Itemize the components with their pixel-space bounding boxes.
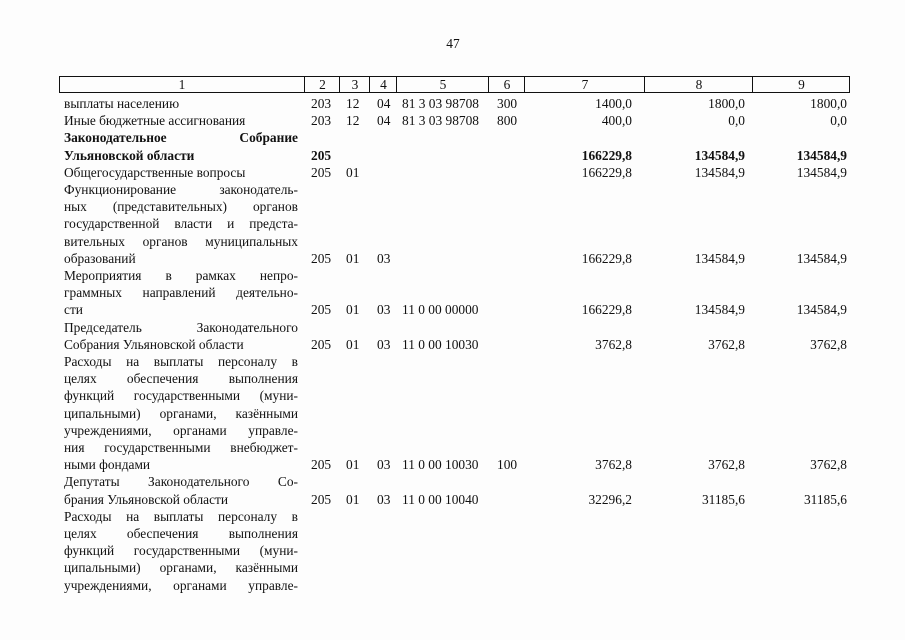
row-label: Мероприятия в рамках непро- xyxy=(64,268,298,283)
cell-c4: 03 xyxy=(377,491,391,507)
header-cell: 4 xyxy=(369,77,397,92)
cell-v8: 134584,9 xyxy=(694,164,745,180)
cell-v8: 3762,8 xyxy=(708,457,745,473)
cell-c4: 04 xyxy=(377,113,391,129)
cell-v8: 3762,8 xyxy=(708,336,745,352)
cell-c2: 205 xyxy=(311,457,332,473)
cell-v9: 31185,6 xyxy=(803,491,847,507)
cell-c2: 205 xyxy=(311,336,332,352)
cell-c4: 03 xyxy=(377,250,391,266)
cell-v9: 134584,9 xyxy=(796,250,847,266)
table-row xyxy=(0,353,905,370)
table-row xyxy=(0,456,905,473)
cell-v9: 0,0 xyxy=(830,113,847,129)
header-cell: 7 xyxy=(524,77,645,92)
row-label: Функционирование законодатель- xyxy=(64,182,298,197)
header-cell: 2 xyxy=(304,77,340,92)
cell-c2: 203 xyxy=(311,113,332,129)
header-cell: 6 xyxy=(488,77,525,92)
table-row xyxy=(0,198,905,215)
cell-v7: 3762,8 xyxy=(595,336,632,352)
table-row xyxy=(0,336,905,353)
table-header xyxy=(59,76,850,93)
cell-v8: 31185,6 xyxy=(701,491,745,507)
row-label: выплаты населению xyxy=(64,96,180,111)
table-row xyxy=(0,284,905,301)
table-row xyxy=(0,439,905,456)
table-row xyxy=(0,525,905,542)
row-label: граммных направлений деятельно- xyxy=(64,285,298,301)
cell-v8: 0,0 xyxy=(728,113,745,129)
row-label: Расходы на выплаты персоналу в xyxy=(64,508,298,524)
cell-c3: 01 xyxy=(346,302,360,318)
cell-v7: 166229,8 xyxy=(581,147,632,163)
cell-v9: 3762,8 xyxy=(810,336,847,352)
header-cell: 3 xyxy=(339,77,370,92)
cell-c2: 205 xyxy=(311,491,332,507)
row-label: Расходы на выплаты персоналу в xyxy=(64,354,298,369)
cell-v8: 1800,0 xyxy=(708,96,745,111)
row-label: функций государственными (муни- xyxy=(64,388,298,404)
table-row xyxy=(0,319,905,336)
cell-c5: 11 0 00 00000 xyxy=(402,302,479,318)
table-row xyxy=(0,181,905,198)
cell-c2: 205 xyxy=(311,164,332,180)
row-label: Иные бюджетные ассигнования xyxy=(64,113,246,129)
table-row xyxy=(0,577,905,594)
row-label: образований xyxy=(64,250,136,266)
row-label: функций государственными (муни- xyxy=(64,543,298,559)
cell-c3: 12 xyxy=(346,96,360,111)
cell-c3: 12 xyxy=(346,113,360,129)
cell-v7: 166229,8 xyxy=(581,250,632,266)
header-cell: 5 xyxy=(396,77,489,92)
cell-c2: 205 xyxy=(311,250,332,266)
page-number: 47 xyxy=(446,36,460,51)
cell-v7: 3762,8 xyxy=(595,457,632,473)
cell-v7: 400,0 xyxy=(601,113,632,129)
row-label: ными фондами xyxy=(64,457,151,473)
table-row xyxy=(0,233,905,250)
cell-v7: 166229,8 xyxy=(581,164,632,180)
cell-c4: 03 xyxy=(377,457,391,473)
cell-v7: 1400,0 xyxy=(595,96,632,111)
cell-c5: 81 3 03 98708 xyxy=(402,96,479,111)
cell-v9: 134584,9 xyxy=(796,302,847,318)
cell-c2: 205 xyxy=(311,302,332,318)
cell-v9: 134584,9 xyxy=(796,164,847,180)
row-label: государственной власти и предста- xyxy=(64,216,298,232)
row-label: Ульяновской области xyxy=(64,147,195,163)
row-label: Собрания Ульяновской области xyxy=(64,336,244,352)
cell-c2: 205 xyxy=(311,147,332,163)
cell-c3: 01 xyxy=(346,250,360,266)
table-row xyxy=(0,559,905,576)
table-row xyxy=(0,267,905,284)
cell-v9: 1800,0 xyxy=(810,96,847,111)
row-label: вительных органов муниципальных xyxy=(64,233,298,249)
table-row xyxy=(0,370,905,387)
row-label: брания Ульяновской области xyxy=(64,491,229,507)
cell-c5: 81 3 03 98708 xyxy=(402,113,479,129)
cell-c3: 01 xyxy=(346,164,360,180)
table-row xyxy=(0,112,905,129)
header-cell: 9 xyxy=(752,77,850,92)
header-cell: 8 xyxy=(644,77,753,92)
row-label: ния государственными внебюджет- xyxy=(64,440,298,455)
cell-c6: 300 xyxy=(497,96,518,111)
cell-c5: 11 0 00 10040 xyxy=(402,491,479,507)
cell-c4: 04 xyxy=(377,96,391,111)
cell-c5: 11 0 00 10030 xyxy=(402,457,479,473)
row-label: сти xyxy=(64,302,83,318)
table-row xyxy=(0,422,905,439)
cell-c4: 03 xyxy=(377,302,391,318)
row-label: целях обеспечения выполнения xyxy=(64,526,298,541)
cell-c3: 01 xyxy=(346,336,360,352)
cell-v8: 134584,9 xyxy=(694,250,745,266)
table-row xyxy=(0,473,905,490)
table-row xyxy=(0,250,905,267)
row-label: Председатель Законодательного xyxy=(64,319,298,335)
cell-c5: 11 0 00 10030 xyxy=(402,336,479,352)
cell-v7: 166229,8 xyxy=(581,302,632,318)
cell-c2: 203 xyxy=(311,96,332,111)
row-label: Законодательное Собрание xyxy=(64,130,298,146)
cell-c6: 800 xyxy=(497,113,518,129)
cell-c3: 01 xyxy=(346,491,360,507)
table-row xyxy=(0,215,905,232)
cell-v9: 3762,8 xyxy=(810,457,847,473)
row-label: ципальными) органами, казёнными xyxy=(64,560,298,576)
row-label: учреждениями, органами управле- xyxy=(64,422,298,438)
header-cell: 1 xyxy=(178,77,186,92)
table-row xyxy=(0,95,905,112)
row-label: учреждениями, органами управле- xyxy=(64,577,298,593)
table-row xyxy=(0,542,905,559)
cell-v7: 32296,2 xyxy=(588,491,632,507)
cell-c3: 01 xyxy=(346,457,360,473)
table-row xyxy=(0,147,905,164)
cell-c6: 100 xyxy=(497,457,518,473)
table-row xyxy=(0,301,905,318)
cell-v8: 134584,9 xyxy=(694,302,745,318)
table-row xyxy=(0,508,905,525)
table-row xyxy=(0,164,905,181)
row-label: ных (представительных) органов xyxy=(64,199,298,215)
cell-v9: 134584,9 xyxy=(796,147,847,163)
cell-c4: 03 xyxy=(377,336,391,352)
row-label: Общегосударственные вопросы xyxy=(64,164,246,180)
row-label: ципальными) органами, казёнными xyxy=(64,405,298,421)
cell-v8: 134584,9 xyxy=(694,147,745,163)
table-row xyxy=(0,491,905,508)
row-label: целях обеспечения выполнения xyxy=(64,371,298,387)
table-row xyxy=(0,405,905,422)
table-row xyxy=(0,387,905,404)
table-row xyxy=(0,129,905,146)
row-label: Депутаты Законодательного Со- xyxy=(64,474,298,490)
